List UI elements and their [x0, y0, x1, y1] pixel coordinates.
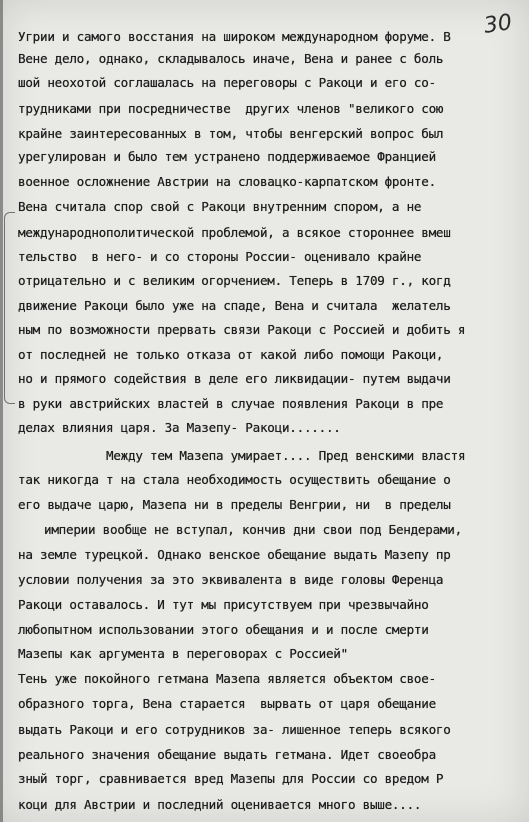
text-line: Угрии и самого восстания на широком международном форуме. В [18, 29, 451, 44]
text-line: любопытном использовании этого обещания и и после смерти [18, 622, 429, 637]
text-line: на земле турецкой. Однако венское обещание выдать Мазепу пр [18, 547, 451, 562]
page-edge [0, 0, 3, 822]
text-line: отрицательно и с великим огорчением. Теперь в 1709 г., когд [18, 273, 451, 288]
text-line: зный торг, сравнивается вред Мазепы для России со вредом Р [18, 771, 444, 786]
text-line: военное осложнение Австрии на словацко-карпатском фронте. [18, 174, 436, 189]
text-line: его выдаче царю, Мазепа ни в пределы Венгрии, ни в пределы [18, 497, 451, 512]
text-line: Тень уже покойного гетмана Мазепа является объектом свое- [18, 671, 436, 686]
text-line: условии получения за это эквивалента в виде головы Ференца [18, 572, 444, 587]
text-line: Вене дело, однако, складывалось иначе, Вена и ранее с боль [18, 51, 444, 66]
text-line: от последней не только отказа от какой либо помощи Ракоци, [18, 347, 444, 362]
text-line: делах влияния царя. За Мазепу- Ракоци....... [18, 420, 341, 435]
text-line: Вена считала спор свой с Ракоци внутренним спором, а не [18, 199, 422, 214]
text-line: империи вообще не вступал, кончив дни свои под Бендерами, [44, 522, 462, 537]
text-line: шой неохотой соглашалась на переговоры с Ракоци и его со- [18, 75, 436, 90]
text-line: урегулирован и было тем устранено поддерживаемое Францией [18, 149, 436, 164]
margin-bracket-mark [4, 212, 15, 404]
text-line: трудниками при посредничестве других членов "великого сою [18, 101, 444, 116]
text-line: движение Ракоци было уже на спаде, Вена и считала желатель [18, 298, 451, 313]
text-line: крайне заинтересованных в том, чтобы венгерский вопрос был [18, 126, 444, 141]
text-line: тельство в него- и со стороны России- оценивало крайне [18, 249, 422, 264]
text-line: международнополитической проблемой, а всякое стороннее вмеш [18, 225, 451, 240]
text-line: коци для Австрии и последний оценивается много выше.... [18, 797, 422, 812]
page-number: 30 [482, 10, 514, 39]
text-line: в руки австрийских властей в случае появления Ракоци в пре [18, 396, 444, 411]
text-line: образного торга, Вена старается вырвать от царя обещание [18, 696, 436, 711]
text-line: Ракоци оставалось. И тут мы присутствуем при чрезвычайно [18, 597, 429, 612]
text-line: но и прямого содействия в деле его ликвидации- путем выдачи [18, 371, 451, 386]
text-line: Между тем Мазепа умирает.... Пред венскими властя [106, 448, 466, 463]
text-line: Мазепы как аргумента в переговорах с Россией" [18, 646, 348, 661]
text-line: реального значения обещание выдать гетмана. Идет своеобра [18, 747, 436, 762]
text-line: выдать Ракоци и его сотрудников за- лишенное теперь всякого [18, 722, 451, 737]
text-line: ным по возможности прервать связи Ракоци с Россией и добить я [18, 322, 466, 337]
text-line: так никогда т на стала необходимость осуществить обещание о [18, 472, 451, 487]
